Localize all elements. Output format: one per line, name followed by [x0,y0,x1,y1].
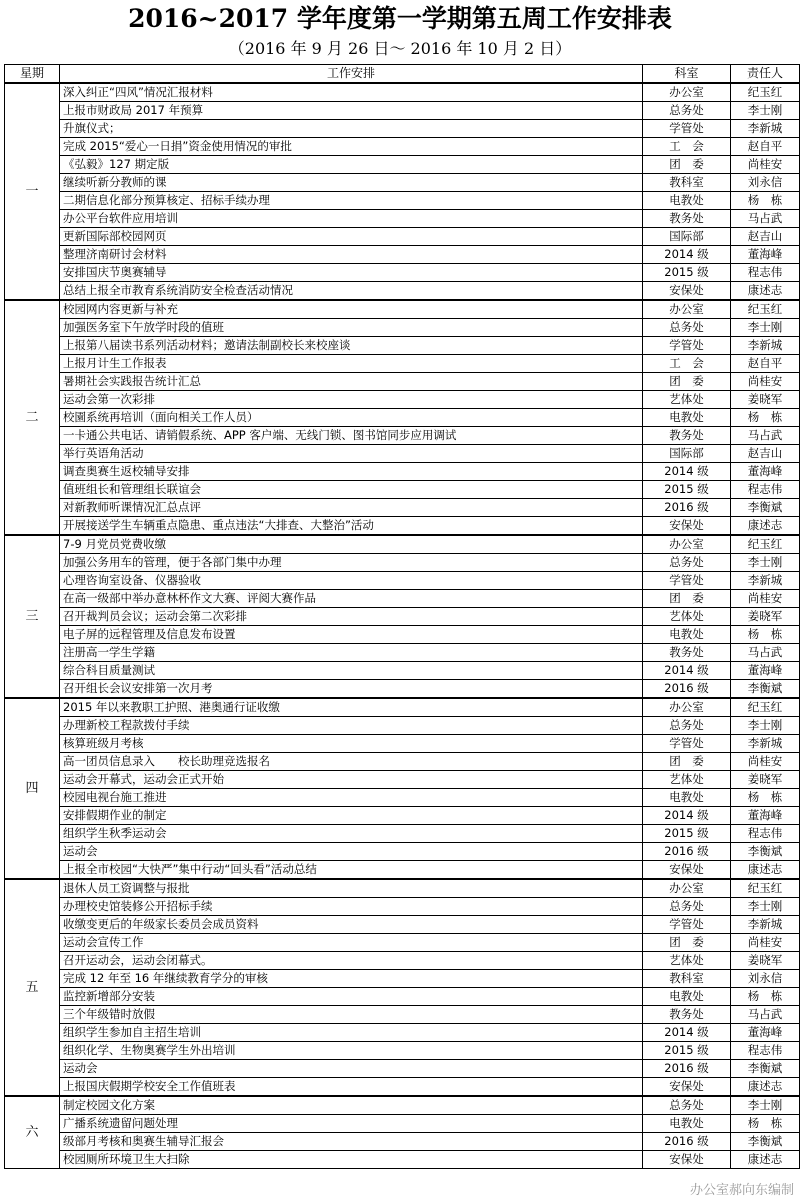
table-row [5,319,800,337]
task-cell: 办公平台软件应用培训 [60,210,643,228]
task-cell: 心理咨询室设备、仪器验收 [60,572,643,590]
person-cell: 杨 栋 [731,192,800,210]
task-cell: 收缴变更后的年级家长委员会成员资料 [60,916,643,934]
dept-cell: 艺体处 [643,608,731,626]
weekday-cell: 六 [5,1096,60,1169]
person-cell: 李衡斌 [731,1133,800,1151]
person-cell: 李衡斌 [731,1060,800,1078]
table-row [5,644,800,662]
person-cell: 康述志 [731,517,800,536]
table-row [5,1151,800,1169]
person-cell: 纪玉红 [731,83,800,102]
task-cell: 安排假期作业的制定 [60,807,643,825]
weekday-cell: 三 [5,535,60,698]
dept-cell: 2014 级 [643,463,731,481]
task-cell: 7-9 月党员党费收缴 [60,535,643,554]
person-cell: 马占武 [731,210,800,228]
table-row [5,934,800,952]
task-cell: 总结上报全市教育系统消防安全检查活动情况 [60,282,643,301]
table-row [5,499,800,517]
compiler-watermark: 办公室郝向东编制 [689,1183,794,1198]
task-cell: 更新国际部校园网页 [60,228,643,246]
person-cell: 李士刚 [731,717,800,735]
dept-cell: 教务处 [643,427,731,445]
person-cell: 纪玉红 [731,698,800,717]
dept-cell: 办公室 [643,698,731,717]
task-cell: 《弘毅》127 期定版 [60,156,643,174]
dept-cell: 电教处 [643,1115,731,1133]
dept-cell: 安保处 [643,861,731,880]
person-cell: 程志伟 [731,1042,800,1060]
dept-cell: 办公室 [643,300,731,319]
dept-cell: 团 委 [643,373,731,391]
dept-cell: 教务处 [643,210,731,228]
person-cell: 李新城 [731,916,800,934]
task-cell: 上报第八届读书系列活动材料；邀请法制副校长来校座谈 [60,337,643,355]
task-cell: 上报国庆假期学校安全工作值班表 [60,1078,643,1097]
person-cell: 董海峰 [731,463,800,481]
task-cell: 安排国庆节奥赛辅导 [60,264,643,282]
task-cell: 上报市财政局 2017 年预算 [60,102,643,120]
task-cell: 综合科目质量测试 [60,662,643,680]
weekday-cell: 一 [5,83,60,300]
dept-cell: 总务处 [643,898,731,916]
dept-cell: 艺体处 [643,391,731,409]
table-row [5,1042,800,1060]
person-cell: 李士刚 [731,102,800,120]
person-cell: 姜晓军 [731,608,800,626]
person-cell: 纪玉红 [731,879,800,898]
task-cell: 三个年级错时放假 [60,1006,643,1024]
person-cell: 杨 栋 [731,409,800,427]
table-row [5,409,800,427]
task-cell: 制定校园文化方案 [60,1096,643,1115]
person-cell: 李士刚 [731,898,800,916]
table-row [5,970,800,988]
dept-cell: 安保处 [643,282,731,301]
task-cell: 2015 年以来教职工护照、港奥通行证收缴 [60,698,643,717]
person-cell: 康述志 [731,861,800,880]
table-row [5,210,800,228]
table-row [5,391,800,409]
table-row [5,1024,800,1042]
table-row [5,572,800,590]
header-person: 责任人 [731,65,800,84]
dept-cell: 电教处 [643,192,731,210]
table-row [5,1078,800,1097]
table-row [5,735,800,753]
table-row [5,590,800,608]
table-row [5,1060,800,1078]
task-cell: 暑期社会实践报告统计汇总 [60,373,643,391]
table-row [5,916,800,934]
person-cell: 杨 栋 [731,988,800,1006]
dept-cell: 2014 级 [643,1024,731,1042]
task-cell: 办理校史馆装修公开招标手续 [60,898,643,916]
person-cell: 杨 栋 [731,626,800,644]
task-cell: 注册高一学生学籍 [60,644,643,662]
date-range-subtitle: （2016 年 9 月 26 日～ 2016 年 10 月 2 日） [228,39,572,58]
task-cell: 监控新增部分安装 [60,988,643,1006]
table-row [5,481,800,499]
task-cell: 继续听新分教师的课 [60,174,643,192]
task-cell: 运动会开幕式，运动会正式开始 [60,771,643,789]
weekday-cell: 五 [5,879,60,1096]
task-cell: 召开运动会，运动会闭幕式。 [60,952,643,970]
person-cell: 李衡斌 [731,499,800,517]
person-cell: 马占武 [731,427,800,445]
dept-cell: 电教处 [643,409,731,427]
table-row [5,952,800,970]
dept-cell: 2014 级 [643,807,731,825]
table-row [5,680,800,699]
dept-cell: 安保处 [643,517,731,536]
table-row [5,463,800,481]
table-row [5,825,800,843]
dept-cell: 电教处 [643,626,731,644]
person-cell: 董海峰 [731,662,800,680]
person-cell: 李新城 [731,572,800,590]
table-row [5,879,800,898]
table-row [5,517,800,536]
task-cell: 完成 12 年至 16 年继续教育学分的审核 [60,970,643,988]
task-cell: 开展接送学生车辆重点隐患、重点违法“大排查、大整治”活动 [60,517,643,536]
dept-cell: 2016 级 [643,1133,731,1151]
task-cell: 高一团员信息录入 校长助理竞选报名 [60,753,643,771]
person-cell: 程志伟 [731,481,800,499]
dept-cell: 团 委 [643,590,731,608]
person-cell: 程志伟 [731,825,800,843]
person-cell: 尚桂安 [731,934,800,952]
table-row [5,753,800,771]
dept-cell: 2016 级 [643,1060,731,1078]
dept-cell: 教科室 [643,970,731,988]
table-row [5,120,800,138]
dept-cell: 学管处 [643,916,731,934]
table-row [5,807,800,825]
task-cell: 对新教师听课情况汇总点评 [60,499,643,517]
table-row [5,228,800,246]
dept-cell: 学管处 [643,572,731,590]
person-cell: 尚桂安 [731,156,800,174]
person-cell: 李新城 [731,120,800,138]
task-cell: 整理济南研讨会材料 [60,246,643,264]
dept-cell: 安保处 [643,1078,731,1097]
table-row [5,771,800,789]
dept-cell: 2014 级 [643,246,731,264]
table-row [5,1096,800,1115]
table-row [5,1115,800,1133]
table-row [5,626,800,644]
schedule-table [4,64,800,1169]
task-cell: 组织学生参加自主招生培训 [60,1024,643,1042]
header-task: 工作安排 [60,65,643,84]
person-cell: 姜晓军 [731,391,800,409]
dept-cell: 教务处 [643,644,731,662]
table-row [5,337,800,355]
table-row [5,282,800,301]
dept-cell: 2016 级 [643,843,731,861]
dept-cell: 电教处 [643,789,731,807]
task-cell: 校园网内容更新与补充 [60,300,643,319]
task-cell: 组织学生秋季运动会 [60,825,643,843]
dept-cell: 学管处 [643,735,731,753]
table-row [5,535,800,554]
task-cell: 运动会 [60,1060,643,1078]
person-cell: 姜晓军 [731,952,800,970]
header-day: 星期 [5,65,60,84]
dept-cell: 学管处 [643,337,731,355]
dept-cell: 国际部 [643,228,731,246]
task-cell: 校園系统再培训（面向相关工作人员） [60,409,643,427]
dept-cell: 2014 级 [643,662,731,680]
table-row [5,264,800,282]
person-cell: 马占武 [731,644,800,662]
table-row [5,427,800,445]
table-row [5,300,800,319]
dept-cell: 学管处 [643,120,731,138]
task-cell: 上报全市校园“大快严”集中行动“回头看”活动总结 [60,861,643,880]
dept-cell: 2015 级 [643,264,731,282]
person-cell: 董海峰 [731,1024,800,1042]
task-cell: 运动会宣传工作 [60,934,643,952]
table-row [5,988,800,1006]
header-dept: 科室 [643,65,731,84]
dept-cell: 教科室 [643,174,731,192]
dept-cell: 安保处 [643,1151,731,1169]
person-cell: 纪玉红 [731,300,800,319]
task-cell: 电子屏的远程管理及信息发布设置 [60,626,643,644]
person-cell: 康述志 [731,1151,800,1169]
task-cell: 校园电视台施工推进 [60,789,643,807]
table-row [5,373,800,391]
dept-cell: 团 委 [643,753,731,771]
dept-cell: 总务处 [643,319,731,337]
task-cell: 完成 2015“爱心一日捐”资金使用情况的审批 [60,138,643,156]
dept-cell: 办公室 [643,535,731,554]
task-cell: 召开裁判员会议；运动会第二次彩排 [60,608,643,626]
task-cell: 校园厕所环境卫生大扫除 [60,1151,643,1169]
dept-cell: 2015 级 [643,1042,731,1060]
task-cell: 加强公务用车的管理，便于各部门集中办理 [60,554,643,572]
dept-cell: 2015 级 [643,481,731,499]
task-cell: 级部月考核和奥赛生辅导汇报会 [60,1133,643,1151]
person-cell: 纪玉红 [731,535,800,554]
person-cell: 姜晓军 [731,771,800,789]
task-cell: 值班组长和管理组长联谊会 [60,481,643,499]
person-cell: 赵吉山 [731,228,800,246]
person-cell: 李衡斌 [731,680,800,699]
table-row [5,843,800,861]
dept-cell: 艺体处 [643,952,731,970]
dept-cell: 办公室 [643,83,731,102]
dept-cell: 团 委 [643,156,731,174]
dept-cell: 2015 级 [643,825,731,843]
task-cell: 一卡通公共电话、请销假系统、APP 客户端、无线门锁、图书馆同步应用调试 [60,427,643,445]
table-row [5,102,800,120]
dept-cell: 总务处 [643,1096,731,1115]
table-row [5,554,800,572]
task-cell: 调查奥赛生返校辅导安排 [60,463,643,481]
task-cell: 运动会 [60,843,643,861]
task-cell: 二期信息化部分预算核定、招标手续办理 [60,192,643,210]
table-row [5,1006,800,1024]
person-cell: 尚桂安 [731,753,800,771]
person-cell: 康述志 [731,282,800,301]
table-row [5,192,800,210]
table-row [5,608,800,626]
person-cell: 李衡斌 [731,843,800,861]
person-cell: 李新城 [731,735,800,753]
person-cell: 李新城 [731,337,800,355]
table-row [5,1133,800,1151]
table-row [5,717,800,735]
task-cell: 在高一级部中举办意林杯作文大赛、评阅大赛作品 [60,590,643,608]
person-cell: 刘永信 [731,174,800,192]
person-cell: 赵吉山 [731,445,800,463]
task-cell: 召开组长会议安排第一次月考 [60,680,643,699]
person-cell: 董海峰 [731,807,800,825]
weekday-cell: 二 [5,300,60,535]
person-cell: 马占武 [731,1006,800,1024]
person-cell: 康述志 [731,1078,800,1097]
table-row [5,662,800,680]
task-cell: 核算班级月考核 [60,735,643,753]
dept-cell: 办公室 [643,879,731,898]
person-cell: 李士刚 [731,319,800,337]
task-cell: 办理新校工程款拨付手续 [60,717,643,735]
person-cell: 董海峰 [731,246,800,264]
table-row [5,156,800,174]
dept-cell: 总务处 [643,717,731,735]
table-row [5,138,800,156]
task-cell: 运动会第一次彩排 [60,391,643,409]
weekday-cell: 四 [5,698,60,879]
person-cell: 李士刚 [731,554,800,572]
person-cell: 刘永信 [731,970,800,988]
person-cell: 尚桂安 [731,373,800,391]
dept-cell: 艺体处 [643,771,731,789]
task-cell: 上报月计生工作报表 [60,355,643,373]
table-row [5,789,800,807]
dept-cell: 教务处 [643,1006,731,1024]
dept-cell: 总务处 [643,554,731,572]
table-row [5,898,800,916]
task-cell: 退休人员工资调整与报批 [60,879,643,898]
person-cell: 赵自平 [731,355,800,373]
table-row [5,355,800,373]
dept-cell: 工 会 [643,138,731,156]
table-row [5,246,800,264]
task-cell: 升旗仪式； [60,120,643,138]
table-row [5,445,800,463]
table-header-row [5,65,800,84]
table-row [5,83,800,102]
person-cell: 杨 栋 [731,1115,800,1133]
schedule-body [5,83,800,1169]
person-cell: 程志伟 [731,264,800,282]
table-row [5,698,800,717]
dept-cell: 总务处 [643,102,731,120]
dept-cell: 电教处 [643,988,731,1006]
task-cell: 广播系统遗留问题处理 [60,1115,643,1133]
person-cell: 尚桂安 [731,590,800,608]
task-cell: 举行英语角活动 [60,445,643,463]
dept-cell: 团 委 [643,934,731,952]
dept-cell: 2016 级 [643,499,731,517]
dept-cell: 工 会 [643,355,731,373]
table-row [5,174,800,192]
person-cell: 杨 栋 [731,789,800,807]
table-row [5,861,800,880]
task-cell: 加强医务室下午放学时段的值班 [60,319,643,337]
person-cell: 李士刚 [731,1096,800,1115]
person-cell: 赵自平 [731,138,800,156]
page-title: 2016~2017 学年度第一学期第五周工作安排表 [128,4,672,33]
dept-cell: 2016 级 [643,680,731,699]
task-cell: 深入纠正“四风”情况汇报材料 [60,83,643,102]
dept-cell: 国际部 [643,445,731,463]
task-cell: 组织化学、生物奥赛学生外出培训 [60,1042,643,1060]
